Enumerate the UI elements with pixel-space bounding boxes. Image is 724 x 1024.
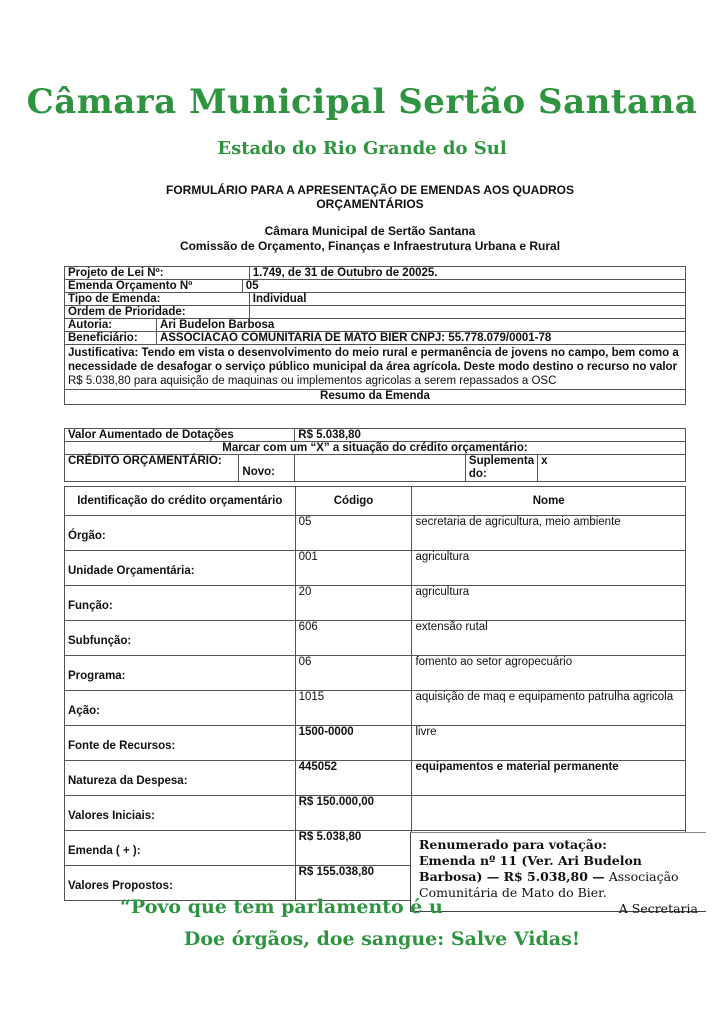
row-nome: agricultura [412, 551, 686, 586]
row-codigo: 445052 [295, 761, 412, 796]
form-title-line1: FORMULÁRIO PARA A APRESENTAÇÃO DE EMENDAS AOS QUADROS [165, 183, 574, 197]
footer-motto-line2: Doe órgãos, doe sangue: Salve Vidas! [183, 928, 581, 950]
footer-motto-line1: “Povo que tem parlamento é u [120, 896, 443, 918]
row-codigo: 06 [295, 656, 412, 691]
row-nome: extensão rutal [412, 621, 686, 656]
ordem-value [249, 306, 685, 319]
projeto-value: 1.749, de 31 de Outubro de 20025. [249, 267, 685, 280]
row-codigo: 001 [295, 551, 412, 586]
table-row [65, 761, 686, 796]
row-ordem [65, 306, 686, 319]
row-label: Fonte de Recursos: [65, 726, 296, 761]
row-tipo [65, 293, 686, 306]
stamp-signature: A Secretaria [618, 901, 698, 916]
header-nome: Nome [412, 487, 686, 516]
emenda-label: Emenda Orçamento Nº [65, 280, 243, 293]
justificativa [65, 345, 686, 390]
row-nome: equipamentos e material permanente [412, 761, 686, 796]
row-nome [412, 796, 686, 831]
page-title: Câmara Municipal Sertão Santana [26, 82, 698, 122]
row-codigo: 1500-0000 [295, 726, 412, 761]
row-label: Subfunção: [65, 621, 296, 656]
table-row [65, 516, 686, 551]
table-row [65, 726, 686, 761]
row-label: Valores Propostos: [65, 866, 296, 901]
stamp-line2: Emenda nº 11 (Ver. Ari Budelon Barbosa) — R$ 5.038,80 — [419, 853, 642, 884]
row-nome: agricultura [412, 586, 686, 621]
org-name: Câmara Municipal de Sertão Santana [264, 224, 476, 238]
row-label: Emenda ( + ): [65, 831, 296, 866]
row-beneficiario [65, 332, 686, 345]
row-label: Programa: [65, 656, 296, 691]
row-resumo-heading [65, 390, 686, 405]
stamp-line3: Associação Comunitária de Mato do Bier. [419, 869, 679, 900]
resumo-table [64, 428, 686, 482]
row-nome: secretaria de agricultura, meio ambiente [412, 516, 686, 551]
organization-header [140, 224, 600, 254]
row-codigo: 20 [295, 586, 412, 621]
row-projeto [65, 267, 686, 280]
row-codigo: 05 [295, 516, 412, 551]
amendment-info-table [64, 266, 686, 405]
stamp-line1: Renumerado para votação: [419, 837, 607, 852]
table-row [65, 796, 686, 831]
credito-label: CRÉDITO ORÇAMENTÁRIO: [65, 455, 239, 482]
novo-checkbox[interactable] [295, 455, 466, 482]
header-codigo: Código [295, 487, 412, 516]
row-nome: aquisição de maq e equipamento patrulha agricola [412, 691, 686, 726]
row-codigo: R$ 5.038,80 [295, 831, 412, 866]
autoria-label: Autoria: [65, 319, 157, 332]
autoria-value: Ari Budelon Barbosa [156, 319, 685, 332]
row-label: Natureza da Despesa: [65, 761, 296, 796]
tipo-value: Individual [249, 293, 685, 306]
beneficiario-label: Beneficiário: [65, 332, 157, 345]
emenda-value: 05 [242, 280, 685, 293]
table-row [65, 551, 686, 586]
valor-value: R$ 5.038,80 [295, 429, 686, 442]
row-label: Valores Iniciais: [65, 796, 296, 831]
suplementado-label: Suplementa do: [465, 455, 537, 482]
table-row [65, 691, 686, 726]
table-row [65, 656, 686, 691]
projeto-label: Projeto de Lei Nº: [65, 267, 250, 280]
row-codigo: 606 [295, 621, 412, 656]
row-autoria [65, 319, 686, 332]
row-emenda [65, 280, 686, 293]
row-credito [65, 455, 686, 482]
row-label: Órgão: [65, 516, 296, 551]
row-label: Unidade Orçamentária: [65, 551, 296, 586]
commission-name: Comissão de Orçamento, Finanças e Infraestrutura Urbana e Rural [179, 239, 561, 253]
novo-label: Novo: [239, 455, 295, 482]
justificativa-bold: Justificativa: Tendo em vista o desenvolvimento do meio rural e permanência de jovens no campo, bem como a necessidade de desafogar o serviço público municipal da área agrícola. Deste modo destino o recurso no valor [68, 347, 679, 373]
row-valor [65, 429, 686, 442]
row-justificativa [65, 345, 686, 390]
justificativa-normal: R$ 5.038,80 para aquisição de maquinas ou implementos agricolas a serem repassados a OSC [68, 375, 557, 387]
beneficiario-value: ASSOCIACAO COMUNITARIA DE MATO BIER CNPJ: 55.778.079/0001-78 [156, 332, 685, 345]
valor-label: Valor Aumentado de Dotações [65, 429, 295, 442]
suplementado-checkbox[interactable]: x [538, 455, 686, 482]
row-codigo: R$ 155.038,80 [295, 866, 412, 901]
renumbering-stamp [410, 832, 706, 916]
ordem-label: Ordem de Prioridade: [65, 306, 250, 319]
credito-header-row [65, 487, 686, 516]
row-label: Ação: [65, 691, 296, 726]
tipo-label: Tipo de Emenda: [65, 293, 250, 306]
table-row [65, 586, 686, 621]
row-nome: livre [412, 726, 686, 761]
row-label: Função: [65, 586, 296, 621]
row-codigo: R$ 150.000,00 [295, 796, 412, 831]
marcar-instruction: Marcar com um “X” a situação do crédito orçamentário: [65, 442, 686, 455]
row-marcar [65, 442, 686, 455]
resumo-heading: Resumo da Emenda [65, 390, 686, 405]
header-identificacao: Identificação do crédito orçamentário [65, 487, 296, 516]
row-nome: fomento ao setor agropecuário [412, 656, 686, 691]
page-subtitle: Estado do Rio Grande do Sul [217, 138, 507, 159]
form-title [140, 183, 600, 211]
form-title-line2: ORÇAMENTÁRIOS [316, 197, 424, 211]
row-codigo: 1015 [295, 691, 412, 726]
table-row [65, 621, 686, 656]
